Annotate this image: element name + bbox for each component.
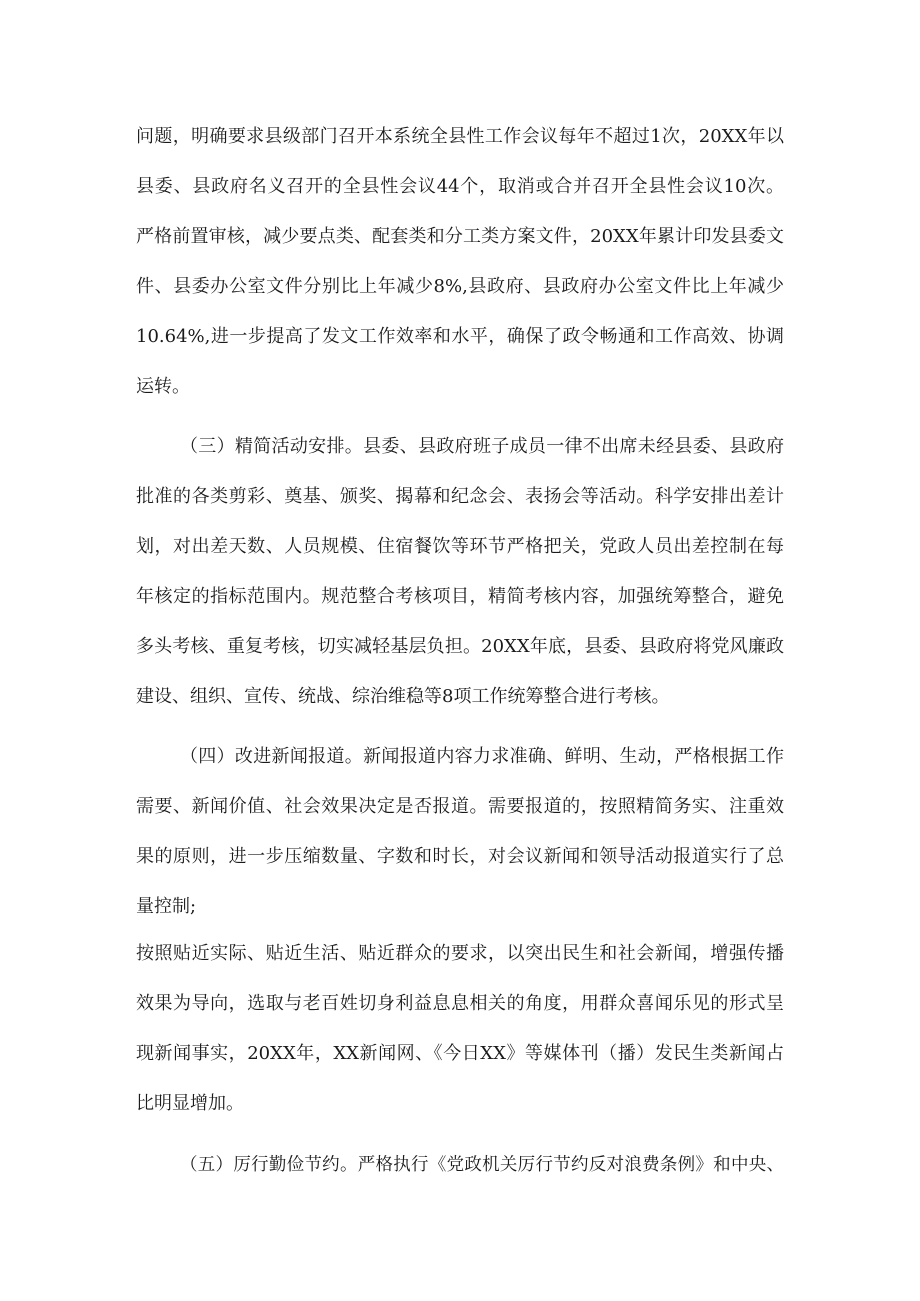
text-line: 果的原则，进一步压缩数量、字数和时长，对会议新闻和领导活动报道实行了总 — [136, 846, 784, 867]
text-line: 比明显增加。 — [136, 1093, 244, 1114]
text-line: 需要、新闻价值、社会效果决定是否报道。需要报道的，按照精简务实、注重效 — [136, 796, 784, 817]
text-line: 量控制; — [136, 896, 197, 917]
text-line: 运转。 — [136, 376, 190, 397]
text-line: 年核定的指标范围内。规范整合考核项目，精简考核内容，加强统筹整合，避免 — [136, 586, 784, 607]
text-line: 批准的各类剪彩、奠基、颁奖、揭幕和纪念会、表扬会等活动。科学安排出差计 — [136, 486, 784, 507]
text-line: 效果为导向，选取与老百姓切身利益息息相关的角度，用群众喜闻乐见的形式呈 — [136, 993, 784, 1014]
text-line: 多头考核、重复考核，切实减轻基层负担。20XX年底，县委、县政府将党风廉政 — [136, 636, 784, 657]
text-line: 10.64%,进一步提高了发文工作效率和水平，确保了政令畅通和工作高效、协调 — [136, 326, 784, 347]
text-line: 按照贴近实际、贴近生活、贴近群众的要求，以突出民生和社会新闻，增强传播 — [136, 943, 784, 964]
text-line: 县委、县政府名义召开的全县性会议44个，取消或合并召开全县性会议10次。 — [136, 176, 784, 197]
text-line: （三）精简活动安排。县委、县政府班子成员一律不出席未经县委、县政府 — [180, 436, 784, 457]
text-line: 问题，明确要求县级部门召开本系统全县性工作会议每年不超过1次，20XX年以 — [136, 126, 784, 147]
text-line: 严格前置审核，减少要点类、配套类和分工类方案文件，20XX年累计印发县委文 — [136, 226, 784, 247]
text-line: 建设、组织、宣传、统战、综治维稳等8项工作统筹整合进行考核。 — [136, 686, 670, 707]
text-line: （五）厉行勤俭节约。严格执行《党政机关厉行节约反对浪费条例》和中央、 — [180, 1155, 784, 1175]
text-line: （四）改进新闻报道。新闻报道内容力求准确、鲜明、生动，严格根据工作 — [180, 746, 784, 767]
text-line: 划，对出差天数、人员规模、住宿餐饮等环节严格把关，党政人员出差控制在每 — [136, 536, 784, 557]
text-line: 件、县委办公室文件分别比上年减少8%,县政府、县政府办公室文件比上年减少 — [136, 276, 784, 297]
text-line: 现新闻事实，20XX年，XX新闻网、《今日XX》等媒体刊（播）发民生类新闻占 — [136, 1043, 784, 1064]
